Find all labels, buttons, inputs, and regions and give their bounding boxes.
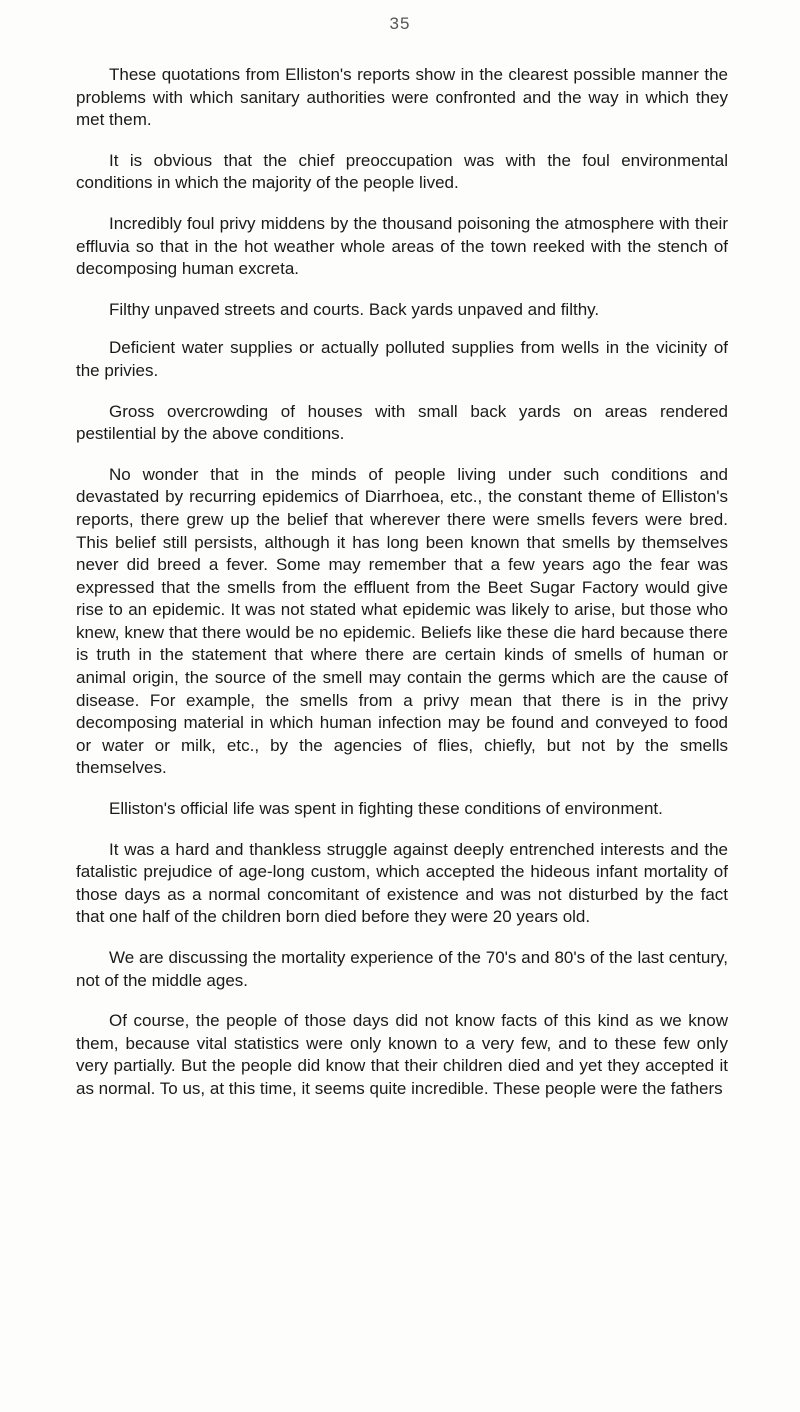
- paragraph-4: Filthy unpaved streets and courts. Back yards unpaved and filthy.: [109, 299, 600, 319]
- paragraph-9: It was a hard and thankless struggle against deeply entrenched interests and the fatalistic prejudice of age-long custom, which accepted the hideous infant mortality of those days as a normal concomitant of existence and was not disturbed by the fact that one half of the children born died before they were 20 years old.: [76, 839, 728, 927]
- body-text: [76, 64, 728, 1101]
- paragraph-10: We are discussing the mortality experience of the 70's and 80's of the last century, not of the middle ages.: [76, 948, 728, 990]
- paragraph-11: Of course, the people of those days did not know facts of this kind as we know them, because vital statistics were only known to a very few, and to these few only very partially. But the people did know that their children died and yet they accepted it as normal. To us, at this time, it seems quite incredible. These people were the fathers: [76, 1011, 728, 1098]
- paragraph-3: Incredibly foul privy middens by the thousand poisoning the atmosphere with their effluvia so that in the hot weather whole areas of the town reeked with the stench of decomposing human excreta.: [76, 213, 728, 279]
- paragraph-8: Elliston's official life was spent in fighting these conditions of environment.: [109, 799, 663, 819]
- paragraph-2: It is obvious that the chief preoccupation was with the foul environmental conditions in which the majority of the people lived.: [76, 150, 728, 193]
- paragraph-1: These quotations from Elliston's reports show in the clearest possible manner the problems with which sanitary authorities were confronted and the way in which they met them.: [76, 65, 728, 130]
- page-number: 35: [389, 14, 411, 33]
- paragraph-7: No wonder that in the minds of people living under such conditions and devastated by recurring epidemics of Diarrhoea, etc., the constant theme of Elliston's reports, there grew up the belief that wherever there were smells fevers were bred. This belief still persists, although it has long been known that smells by themselves never did breed a fever. Some may remember that a few years ago the fear was expressed that the smells from the effluent from the Beet Sugar Factory would give rise to an epidemic. It was not stated what epidemic was likely to arise, but those who knew, knew that there would be no epidemic. Beliefs like these die hard because there is truth in the statement that where there are certain kinds of smells of human or animal origin, the source of the smell may contain the germs which are the cause of disease. For example, the smells from a privy mean that there is in the privy decomposing material in which human infection may be found and conveyed to food or water or milk, etc., by the agencies of flies, chiefly, but not by the smells themselves.: [76, 464, 728, 778]
- paragraph-6: Gross overcrowding of houses with small back yards on areas rendered pestilential by the above conditions.: [76, 401, 728, 444]
- paragraph-5: Deficient water supplies or actually polluted supplies from wells in the vicinity of the privies.: [76, 338, 728, 380]
